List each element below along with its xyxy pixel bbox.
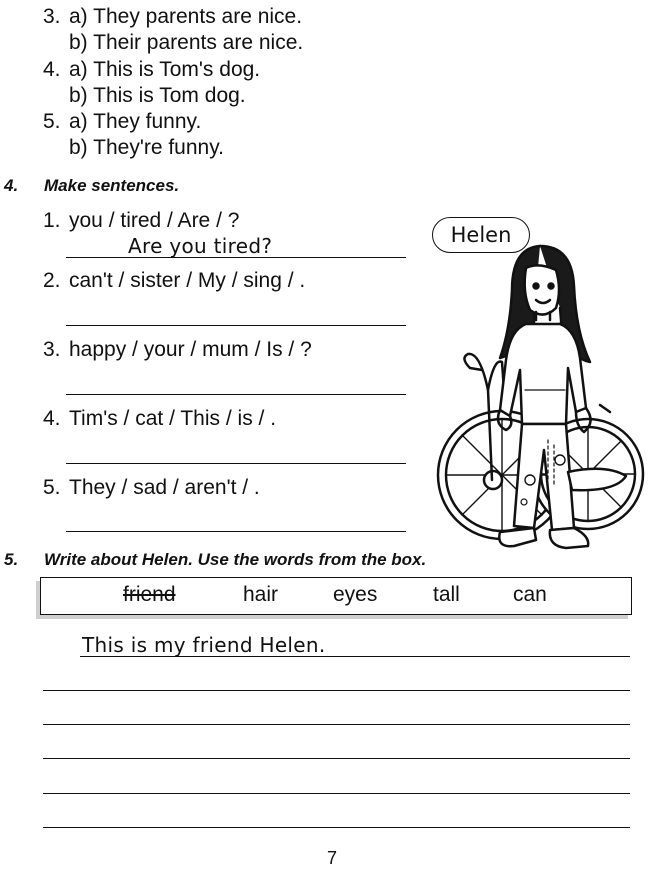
ex3-item5-number: 5. xyxy=(43,110,61,133)
ex4-item3-prompt: 3. happy / your / mum / Is / ? xyxy=(43,338,312,361)
word-box-item-tall: tall xyxy=(433,583,460,606)
ex3-item5-a: 5. a) They funny. xyxy=(43,110,202,133)
ex4-item4-answer-line[interactable] xyxy=(66,463,406,464)
ex4-item1-answer: Are you tired? xyxy=(128,234,273,258)
ex3-item4-number: 4. xyxy=(43,58,61,81)
ex4-title: Make sentences. xyxy=(44,176,180,195)
ex5-number: 5. xyxy=(4,550,19,569)
ex5-example-sentence: This is my friend Helen. xyxy=(82,633,326,657)
ex3-item4-a: 4. a) This is Tom's dog. xyxy=(43,58,261,81)
ex4-number: 4. xyxy=(4,176,19,195)
word-box-item-hair: hair xyxy=(243,583,279,606)
writing-line-5[interactable] xyxy=(43,793,630,794)
ex4-item4-prompt: 4. Tim's / cat / This / is / . xyxy=(43,407,277,430)
ex4-item2-prompt: 2. can't / sister / My / sing / . xyxy=(43,269,306,292)
writing-line-6[interactable] xyxy=(43,827,630,828)
page-number: 7 xyxy=(326,848,337,868)
word-box-item-can: can xyxy=(513,583,547,606)
word-box-item-eyes: eyes xyxy=(333,583,378,606)
word-box-item-friend: friend xyxy=(123,583,176,606)
ex4-item2-answer-line[interactable] xyxy=(66,325,406,326)
ex3-item5-b: b) They're funny. xyxy=(69,136,224,159)
ex3-item3-number: 3. xyxy=(43,5,61,28)
writing-line-2[interactable] xyxy=(43,690,630,691)
ex3-item4-b: b) This is Tom dog. xyxy=(69,84,246,107)
ex4-item1-answer-line[interactable] xyxy=(66,257,406,258)
helen-with-bicycle-illustration xyxy=(430,240,662,565)
writing-line-3[interactable] xyxy=(43,724,630,725)
writing-line-1[interactable] xyxy=(80,656,630,657)
ex4-item1-prompt: 1. you / tired / Are / ? xyxy=(43,209,240,232)
word-box xyxy=(40,577,632,615)
helen-name-label: Helen xyxy=(432,217,530,253)
writing-line-4[interactable] xyxy=(43,758,630,759)
ex4-item5-prompt: 5. They / sad / aren't / . xyxy=(43,476,260,499)
ex4-item3-answer-line[interactable] xyxy=(66,394,406,395)
ex3-item3-b: b) Their parents are nice. xyxy=(69,31,304,54)
ex4-item5-answer-line[interactable] xyxy=(66,531,406,532)
ex5-title: Write about Helen. Use the words from the box. xyxy=(44,550,427,569)
ex3-item3-a: 3. a) They parents are nice. xyxy=(43,5,303,28)
